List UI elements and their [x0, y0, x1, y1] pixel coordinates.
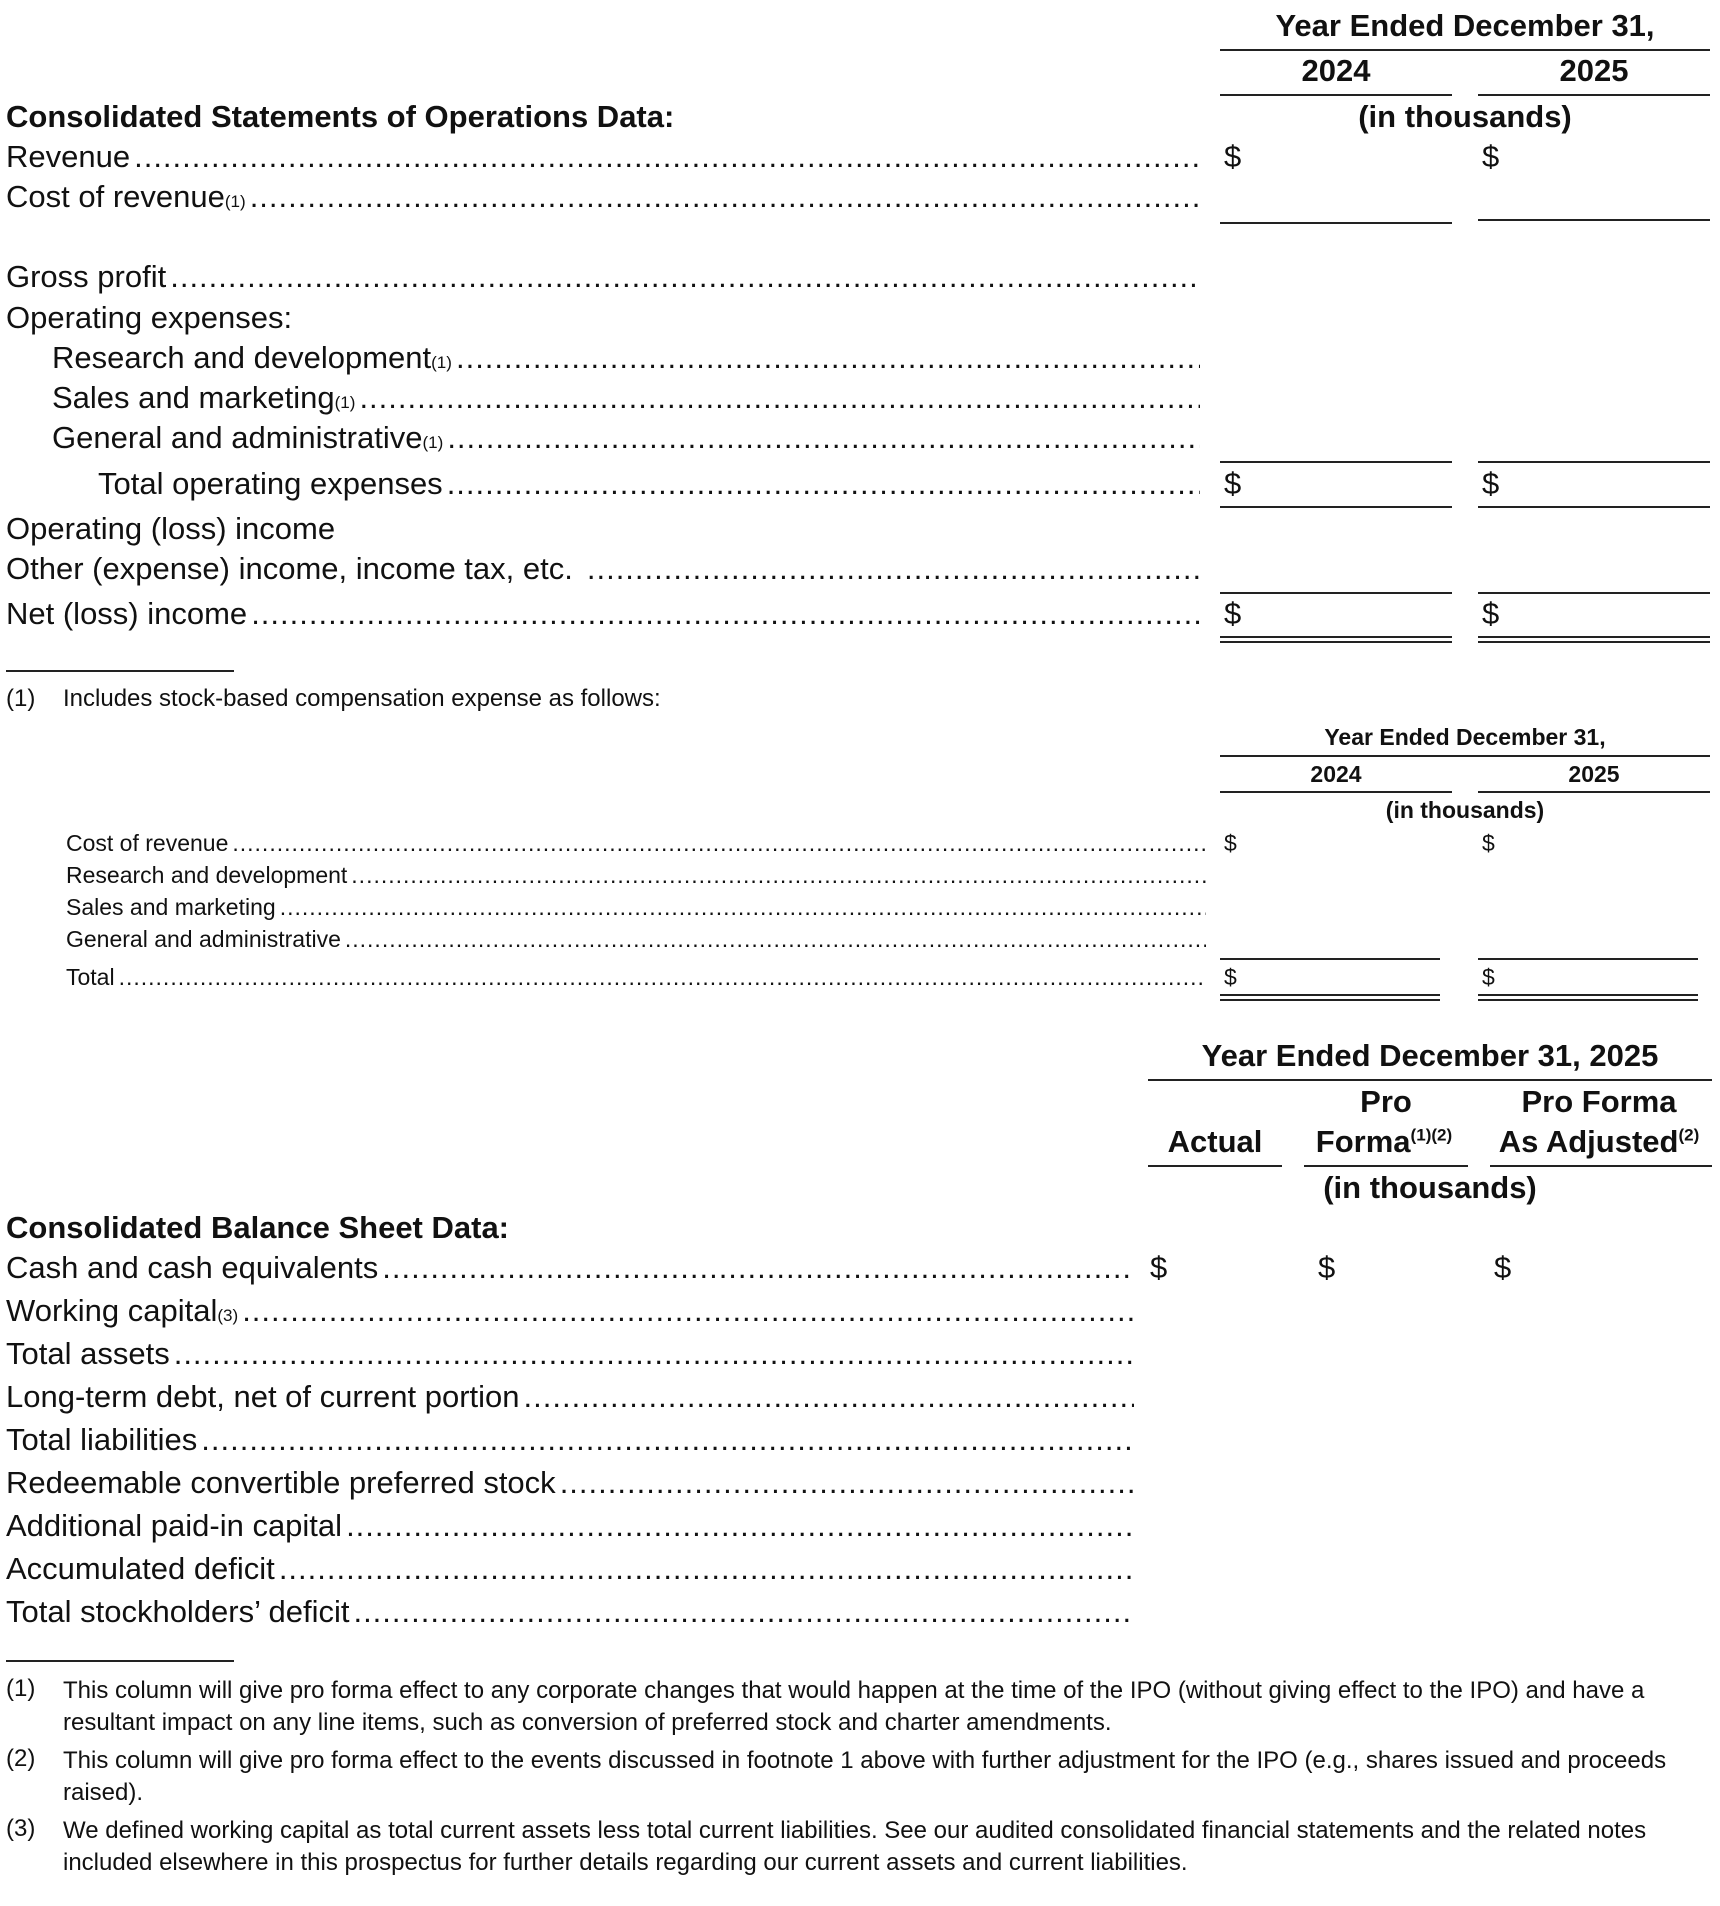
bs-row-total-liabilities: Total liabilities .....: [6, 1422, 1134, 1458]
ops-net-income-2025-dollar: $: [1482, 596, 1500, 631]
ops-row-revenue: Revenue .....: [6, 139, 1200, 175]
ops-row-other-expense: Other (expense) income, income tax, etc. .....: [6, 551, 1200, 587]
bs-col-as-adjusted-rule: [1490, 1165, 1712, 1167]
footnote-1-marker: (1): [6, 1675, 36, 1702]
bs-cash-pro-forma-dollar: $: [1318, 1250, 1336, 1285]
sbc-row-research-development: Research and development .....: [66, 862, 1206, 889]
footnote-3-marker: (3): [6, 1815, 36, 1842]
ops-row-sales-marketing: Sales and marketing (1) .....: [52, 380, 1200, 416]
ops-net-double-rule-2025: [1478, 636, 1710, 643]
bs-row-apic: Additional paid-in capital .....: [6, 1508, 1134, 1544]
footnote-2-marker: (2): [6, 1745, 36, 1772]
bs-row-redeemable-preferred: Redeemable convertible preferred stock .....: [6, 1465, 1134, 1501]
bs-row-working-capital: Working capital (3) .....: [6, 1293, 1134, 1329]
sbc-header-rule: [1220, 755, 1710, 757]
sbc-in-thousands: (in thousands): [1385, 797, 1545, 823]
sbc-total-2025-dollar: $: [1482, 964, 1495, 990]
ops-opex-rule-2025: [1478, 461, 1710, 463]
ops-row-gross-profit: Gross profit .....: [6, 259, 1200, 295]
sbc-col-2025: 2025: [1568, 761, 1620, 787]
bs-in-thousands: (in thousands): [1323, 1170, 1537, 1205]
bs-col-as-adjusted: As Adjusted$^{(2)}$: [1498, 1124, 1700, 1159]
sbc-ga-rule-2025: [1478, 958, 1698, 960]
ops-header-year-ended: Year Ended December 31,: [1275, 8, 1655, 43]
bs-header: Year Ended December 31, 2025: [1201, 1038, 1659, 1073]
ops-cor-rule-2025: [1478, 219, 1710, 221]
sbc-cor-2024-dollar: $: [1224, 830, 1237, 856]
ops-row-net-income: Net (loss) income .....: [6, 596, 1200, 632]
ops-row-research-development: Research and development (1) .....: [52, 340, 1200, 376]
footnote-3-text: We defined working capital as total current assets less total current liabilities. See our audited consolidated financial statements and the related notes included elsewhere in this prospectus for further details regarding our current assets and current liabilities.: [63, 1817, 1647, 1876]
footnote-separator-2: [6, 1660, 234, 1662]
sbc-footnote-text: Includes stock-based compensation expense as follows:: [63, 685, 661, 712]
sbc-col-2025-rule: [1478, 791, 1710, 793]
ops-section-title: Consolidated Statements of Operations Data:: [6, 99, 675, 134]
sbc-total-double-rule-2025: [1478, 994, 1698, 1001]
bs-section-title: Consolidated Balance Sheet Data:: [6, 1210, 510, 1245]
footnote-separator-1: [6, 670, 234, 672]
ops-total-opex-2024-dollar: $: [1224, 466, 1242, 501]
ops-col-2025-rule: [1478, 94, 1710, 96]
sbc-col-2024-rule: [1220, 791, 1452, 793]
ops-net-double-rule-2024: [1220, 636, 1452, 643]
sbc-row-sales-marketing: Sales and marketing .....: [66, 894, 1206, 921]
ops-row-operating-expenses: Operating expenses:: [6, 300, 293, 335]
ops-header-rule: [1220, 49, 1710, 51]
bs-col-forma: Forma$^{(1)(2)}$: [1315, 1124, 1453, 1159]
bs-row-total-stockholders-deficit: Total stockholders’ deficit .....: [6, 1594, 1134, 1630]
bs-col-actual-rule: [1148, 1165, 1282, 1167]
bs-row-long-term-debt: Long-term debt, net of current portion .....: [6, 1379, 1134, 1415]
ops-total-opex-2025-dollar: $: [1482, 466, 1500, 501]
ops-row-general-administrative: General and administrative (1) .....: [52, 420, 1200, 456]
ops-col-2025: 2025: [1559, 53, 1629, 88]
bs-col-forma-rule: [1304, 1165, 1468, 1167]
ops-revenue-2025-dollar: $: [1482, 139, 1500, 174]
ops-row-cost-of-revenue: Cost of revenue (1) .....: [6, 179, 1200, 215]
bs-row-total-assets: Total assets .....: [6, 1336, 1134, 1372]
bs-cash-actual-dollar: $: [1150, 1250, 1168, 1285]
sbc-footnote-marker: (1): [6, 685, 36, 712]
ops-col-2024: 2024: [1301, 53, 1371, 88]
ops-in-thousands: (in thousands): [1358, 99, 1572, 134]
sbc-row-total: Total .....: [66, 964, 1206, 991]
ops-opex-rule-2024: [1220, 461, 1452, 463]
sbc-row-cost-of-revenue: Cost of revenue .....: [66, 830, 1206, 857]
bs-col-pro-forma: Pro Forma: [1521, 1084, 1677, 1119]
sbc-total-2024-dollar: $: [1224, 964, 1237, 990]
ops-net-income-2024-dollar: $: [1224, 596, 1242, 631]
ops-other-rule-2025: [1478, 592, 1710, 594]
ops-col-2024-rule: [1220, 94, 1452, 96]
sbc-header-year-ended: Year Ended December 31,: [1324, 724, 1606, 750]
bs-col-pro: Pro: [1360, 1084, 1412, 1119]
sbc-col-2024: 2024: [1310, 761, 1362, 787]
sbc-ga-rule-2024: [1220, 958, 1440, 960]
footnote-1-text: This column will give pro forma effect to any corporate changes that would happen at the time of the IPO (without giving effect to the IPO) and have a resultant impact on any line items, such as conversion of preferred stock and charter amendments.: [63, 1677, 1645, 1736]
ops-row-operating-income: Operating (loss) income: [6, 511, 336, 546]
bs-row-accumulated-deficit: Accumulated deficit .....: [6, 1551, 1134, 1587]
bs-cash-as-adjusted-dollar: $: [1494, 1250, 1512, 1285]
bs-row-cash: Cash and cash equivalents .....: [6, 1250, 1134, 1286]
sbc-row-general-administrative: General and administrative .....: [66, 926, 1206, 953]
ops-row-total-operating-expenses: Total operating expenses .....: [98, 466, 1200, 502]
footnote-2-text: This column will give pro forma effect to the events discussed in footnote 1 above with further adjustment for the IPO (e.g., shares issued and proceeds raised).: [63, 1747, 1667, 1806]
ops-revenue-2024-dollar: $: [1224, 139, 1242, 174]
ops-total-opex-underline-2025: [1478, 506, 1710, 508]
sbc-total-double-rule-2024: [1220, 994, 1440, 1001]
ops-total-opex-underline-2024: [1220, 506, 1452, 508]
sbc-cor-2025-dollar: $: [1482, 830, 1495, 856]
ops-other-rule-2024: [1220, 592, 1452, 594]
bs-header-rule: [1148, 1079, 1712, 1081]
bs-col-actual: Actual: [1167, 1124, 1263, 1159]
ops-cor-rule-2024: [1220, 222, 1452, 224]
